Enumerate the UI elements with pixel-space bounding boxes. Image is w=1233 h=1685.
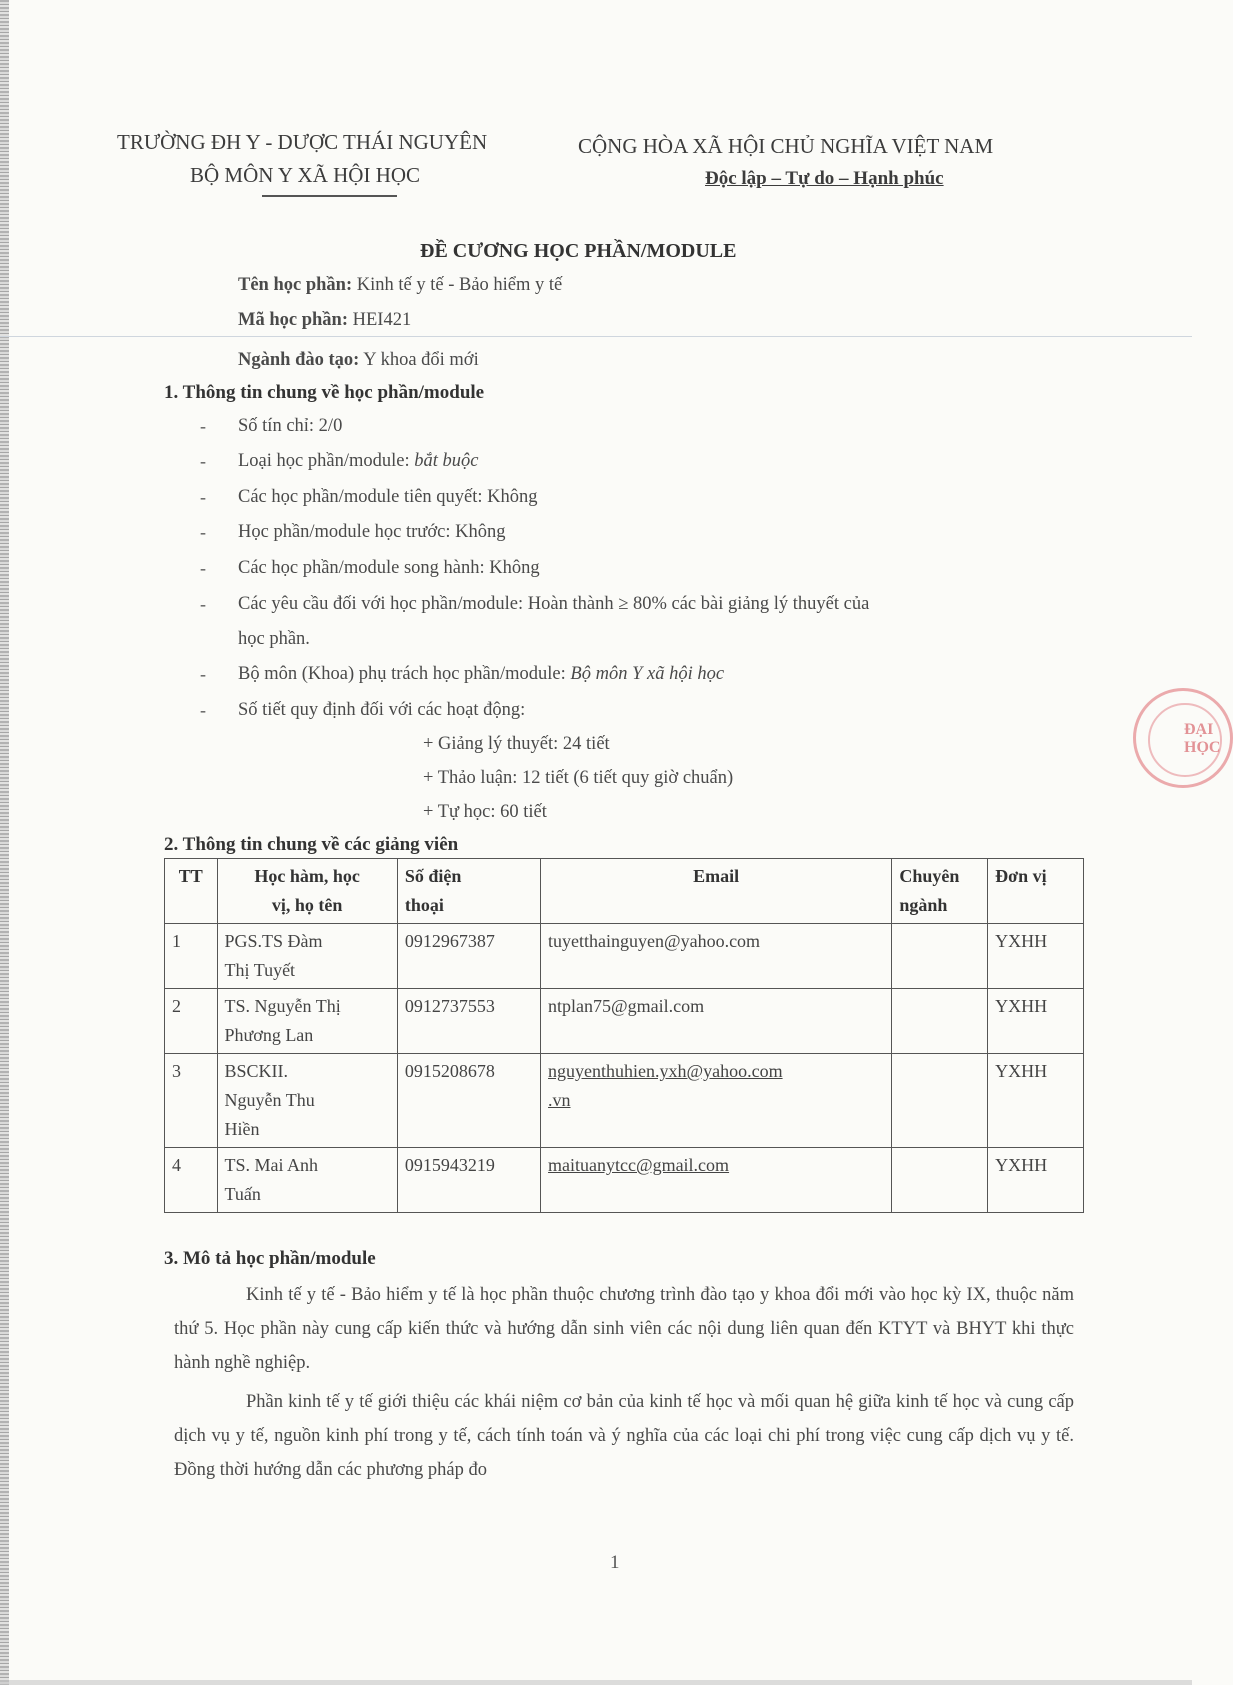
cell-email: maituanytcc@gmail.com (541, 1148, 892, 1213)
bullet-dash: - (200, 487, 206, 507)
prior-courses: Học phần/module học trước: Không (238, 522, 506, 542)
department-underline (262, 195, 397, 197)
program-value: Y khoa đổi mới (363, 350, 479, 370)
cell-email: ntplan75@gmail.com (541, 989, 892, 1054)
description-paragraph-2: Phần kinh tế y tế giới thiệu các khái niệm cơ bản của kinh tế học và mối quan hệ giữa kinh tế học và cung cấp dịch vụ y tế, nguồn kinh phí trong y tế, cách tính toán và ý nghĩa của các loại chi phí trong việc cung cấp dịch vụ y tế. Đồng thời hướng dẫn các phương pháp đo (174, 1392, 1074, 1480)
table-row (165, 924, 1084, 989)
cell-major (892, 989, 988, 1054)
cell-tt: 1 (165, 924, 218, 989)
course-code-label: Mã học phần: (238, 310, 348, 330)
parallel-courses: Các học phần/module song hành: Không (238, 558, 540, 578)
cell-major (892, 924, 988, 989)
col-unit: Đơn vị (988, 859, 1084, 924)
document-title: ĐỀ CƯƠNG HỌC PHẦN/MODULE (420, 240, 737, 262)
bullet-dash: - (200, 558, 206, 578)
table-row (165, 989, 1084, 1054)
hours-selfstudy: + Tự học: 60 tiết (423, 802, 547, 822)
cell-tt: 2 (165, 989, 218, 1054)
cell-email: nguyenthuhien.yxh@yahoo.com .vn (541, 1054, 892, 1148)
scan-border-left (0, 0, 9, 1685)
hours-discussion: + Thảo luận: 12 tiết (6 tiết quy giờ chuẩn) (423, 768, 734, 788)
cell-name: BSCKII. Nguyễn Thu Hiền (217, 1054, 397, 1148)
cell-name: TS. Nguyễn Thị Phương Lan (217, 989, 397, 1054)
description-paragraph-1: Kinh tế y tế - Bảo hiểm y tế là học phần thuộc chương trình đào tạo y khoa đổi mới vào học kỳ IX, thuộc năm thứ 5. Học phần này cung cấp kiến thức và hướng dẫn sinh viên các nội dung liên quan đến KTYT và BHYT khi thực hành nghề nghiệp. (174, 1285, 1074, 1373)
requirements-line1: Các yêu cầu đối với học phần/module: Hoàn thành ≥ 80% các bài giảng lý thuyết của (238, 594, 870, 614)
hours-intro: Số tiết quy định đối với các hoạt động: (238, 700, 526, 720)
cell-unit: YXHH (988, 924, 1084, 989)
department-label: Bộ môn (Khoa) phụ trách học phần/module: (238, 664, 571, 684)
section3-heading: 3. Mô tả học phần/module (164, 1248, 376, 1269)
scan-border-bottom (0, 1680, 1192, 1685)
course-type-line (238, 451, 478, 472)
section1-heading: 1. Thông tin chung về học phần/module (164, 382, 485, 403)
cell-major (892, 1054, 988, 1148)
cell-unit: YXHH (988, 1148, 1084, 1213)
program-label: Ngành đào tạo: (238, 350, 360, 370)
page-number: 1 (610, 1552, 620, 1573)
requirements-line2: học phần. (238, 629, 310, 649)
col-tt: TT (165, 859, 218, 924)
university-name: TRƯỜNG ĐH Y - DƯỢC THÁI NGUYÊN (117, 130, 488, 154)
cell-unit: YXHH (988, 1054, 1084, 1148)
national-title: CỘNG HÒA XÃ HỘI CHỦ NGHĨA VIỆT NAM (578, 134, 994, 158)
department-value: Bộ môn Y xã hội học (570, 664, 725, 684)
bullet-dash: - (200, 451, 206, 471)
col-phone: Số điện thoại (397, 859, 540, 924)
cell-name: TS. Mai Anh Tuấn (217, 1148, 397, 1213)
cell-phone: 0915208678 (397, 1054, 540, 1148)
course-code-value: HEI421 (352, 310, 412, 330)
course-code-line (238, 310, 411, 331)
bullet-dash: - (200, 416, 206, 436)
cell-name: PGS.TS Đàm Thị Tuyết (217, 924, 397, 989)
course-name-value: Kinh tế y tế - Bảo hiểm y tế (356, 275, 563, 295)
bullet-dash: - (200, 700, 206, 720)
cell-major (892, 1148, 988, 1213)
cell-phone: 0912737553 (397, 989, 540, 1054)
cell-email: tuyetthainguyen@yahoo.com (541, 924, 892, 989)
cell-tt: 3 (165, 1054, 218, 1148)
program-line (238, 350, 479, 371)
course-name-label: Tên học phần: (238, 275, 353, 295)
table-header-row (165, 859, 1084, 924)
national-motto: Độc lập – Tự do – Hạnh phúc (705, 168, 944, 189)
department-line (238, 664, 724, 685)
table-row (165, 1148, 1084, 1213)
cell-phone: 0912967387 (397, 924, 540, 989)
section2-heading: 2. Thông tin chung về các giảng viên (164, 834, 459, 855)
bullet-dash: - (200, 522, 206, 542)
lecturer-table (164, 858, 1084, 1213)
prerequisites: Các học phần/module tiên quyết: Không (238, 487, 538, 507)
bullet-dash: - (200, 594, 206, 614)
col-email: Email (541, 859, 892, 924)
scan-artifact-line (0, 336, 1192, 337)
col-major: Chuyên ngành (892, 859, 988, 924)
table-row (165, 1054, 1084, 1148)
official-stamp (1133, 688, 1233, 788)
course-name-line (238, 275, 562, 296)
credits: Số tín chỉ: 2/0 (238, 416, 343, 436)
course-type-value: bắt buộc (414, 451, 479, 471)
hours-lecture: + Giảng lý thuyết: 24 tiết (423, 734, 610, 754)
cell-phone: 0915943219 (397, 1148, 540, 1213)
col-name: Học hàm, học vị, họ tên (217, 859, 397, 924)
bullet-dash: - (200, 664, 206, 684)
cell-unit: YXHH (988, 989, 1084, 1054)
course-type-label: Loại học phần/module: (238, 451, 415, 471)
department-name: BỘ MÔN Y XÃ HỘI HỌC (190, 163, 421, 187)
cell-tt: 4 (165, 1148, 218, 1213)
stamp-text: ĐẠI HỌC (1184, 721, 1221, 756)
